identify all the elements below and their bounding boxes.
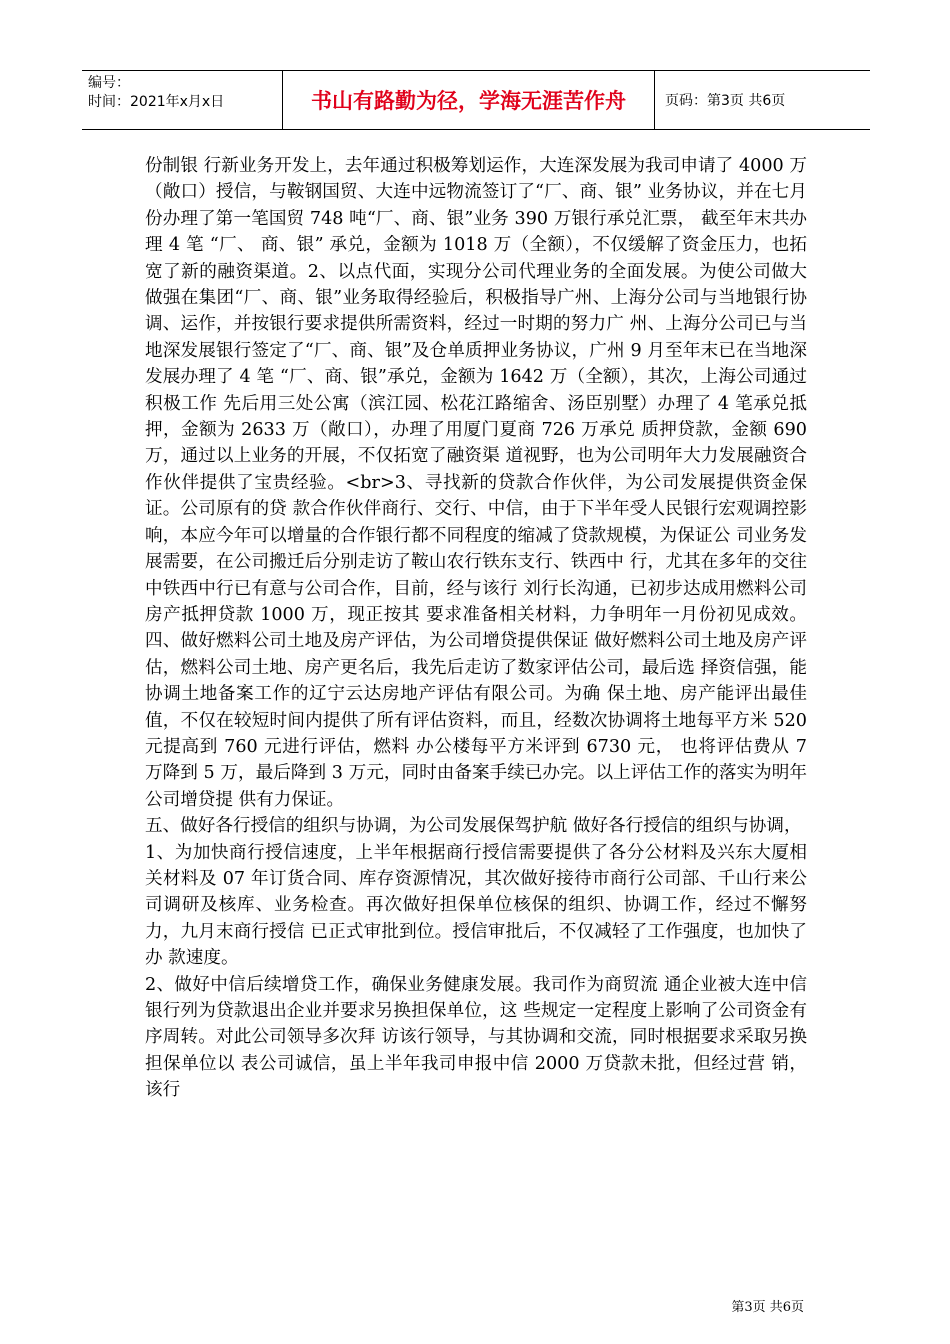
body-paragraph: 2、做好中信后续增贷工作，确保业务健康发展。我司作为商贸流 通企业被大连中信银行列为贷款退出企业并要求另换担保单位，这 些规定一定程度上影响了公司资金有序周转。对此公司领导多次拜 访该行领导，与其协调和交流，同时根据要求采取另换担保单位以 表公司诚信，虽上半年我司申报中信 2000 万贷款未批，但经过营 销，该行	[145, 974, 807, 1101]
document-number-label: 编号：	[88, 75, 130, 91]
header-page-number: 页码：第3页 共6页	[665, 93, 786, 109]
body-paragraph: 份制银 行新业务开发上，去年通过积极筹划运作，大连深发展为我司申请了 4000 万（敞口）授信，与鞍钢国贸、大连中远物流签订了“厂、商、银” 业务协议，并在七月份办理了第一笔国贸 748 吨“厂、商、银”业务 390 万银行承兑汇票， 截至年末共办理 4 笔 “厂、 商、银” 承兑，金额为 1018 万（全额），不仅缓解了资金压力，也拓宽了新的融资渠道。2、以点代面，实现分公司代理业务的全面发展。为使公司做大做强在集团“厂、商、银”业务取得经验后，积极指导广州、上海分公司与当地银行协调、运作，并按银行要求提供所需资料，经过一时期的努力广 州、上海分公司已与当地深发展银行签定了“厂、商、银”及仓单质押业务协议，广州 9 月至年末已在当地深发展办理了 4 笔 “厂、商、银”承兑，金额为 1642 万（全额），其次，上海公司通过积极工作 先后用三处公寓（滨江园、松花江路缩舍、汤臣别墅）办理了 4 笔承兑抵押，金额为 2633 万（敞口），办理了用厦门夏商 726 万承兑 质押贷款，金额 690 万，通过以上业务的开展，不仅拓宽了融资渠 道视野，也为公司明年大力发展融资合作伙伴提供了宝贵经验。<br>3、寻找新的贷款合作伙伴，为公司发展提供资金保证。公司原有的贷 款合作伙伴商行、交行、中信，由于下半年受人民银行宏观调控影响，本应今年可以增量的合作银行都不同程度的缩减了贷款规模，为保证公 司业务发展需要，在公司搬迁后分别走访了鞍山农行铁东支行、铁西中 行，尤其在多年的交往中铁西中行已有意与公司合作，目前，经与该行 刘行长沟通，已初步达成用燃料公司房产抵押贷款 1000 万，现正按其 要求准备相关材料，力争明年一月份初见成效。四、做好燃料公司土地及房产评估，为公司增贷提供保证 做好燃料公司土地及房产评估，燃料公司土地、房产更名后，我先后走访了数家评估公司，最后选 择资信强，能协调土地备案工作的辽宁云达房地产评估有限公司。为确 保土地、房产能评出最佳值，不仅在较短时间内提供了所有评估资料，而且，经数次协调将土地每平方米 520 元提高到 760 元进行评估，燃料 办公楼每平方米评到 6730 元， 也将评估费从 7 万降到 5 万，最后降到 3 万元，同时由备案手续已办完。以上评估工作的落实为明年公司增贷提 供有力保证。	[145, 156, 807, 810]
footer-page-number: 第3页 共6页	[731, 1300, 804, 1315]
header-motto: 书山有路勤为径，学海无涯苦作舟	[282, 71, 655, 129]
document-time-label: 时间：2021年x月x日	[88, 94, 225, 110]
body-paragraph: 1、为加快商行授信速度，上半年根据商行授信需要提供了各分公材料及兴东大厦相关材料及 07 年订货合同、库存资源情况，其次做好接待市商行公司部、千山行来公司调研及核库、业务检查。再次做好担保单位核保的组织、协调工作，经过不懈努力，九月末商行授信 已正式审批到位。授信审批后，不仅减轻了工作强度，也加快了办 款速度。	[145, 842, 807, 969]
document-body	[145, 153, 807, 1104]
page-header	[82, 70, 870, 130]
body-paragraph: 五、做好各行授信的组织与协调，为公司发展保驾护航 做好各行授信的组织与协调，	[145, 816, 802, 837]
header-meta	[82, 71, 282, 129]
